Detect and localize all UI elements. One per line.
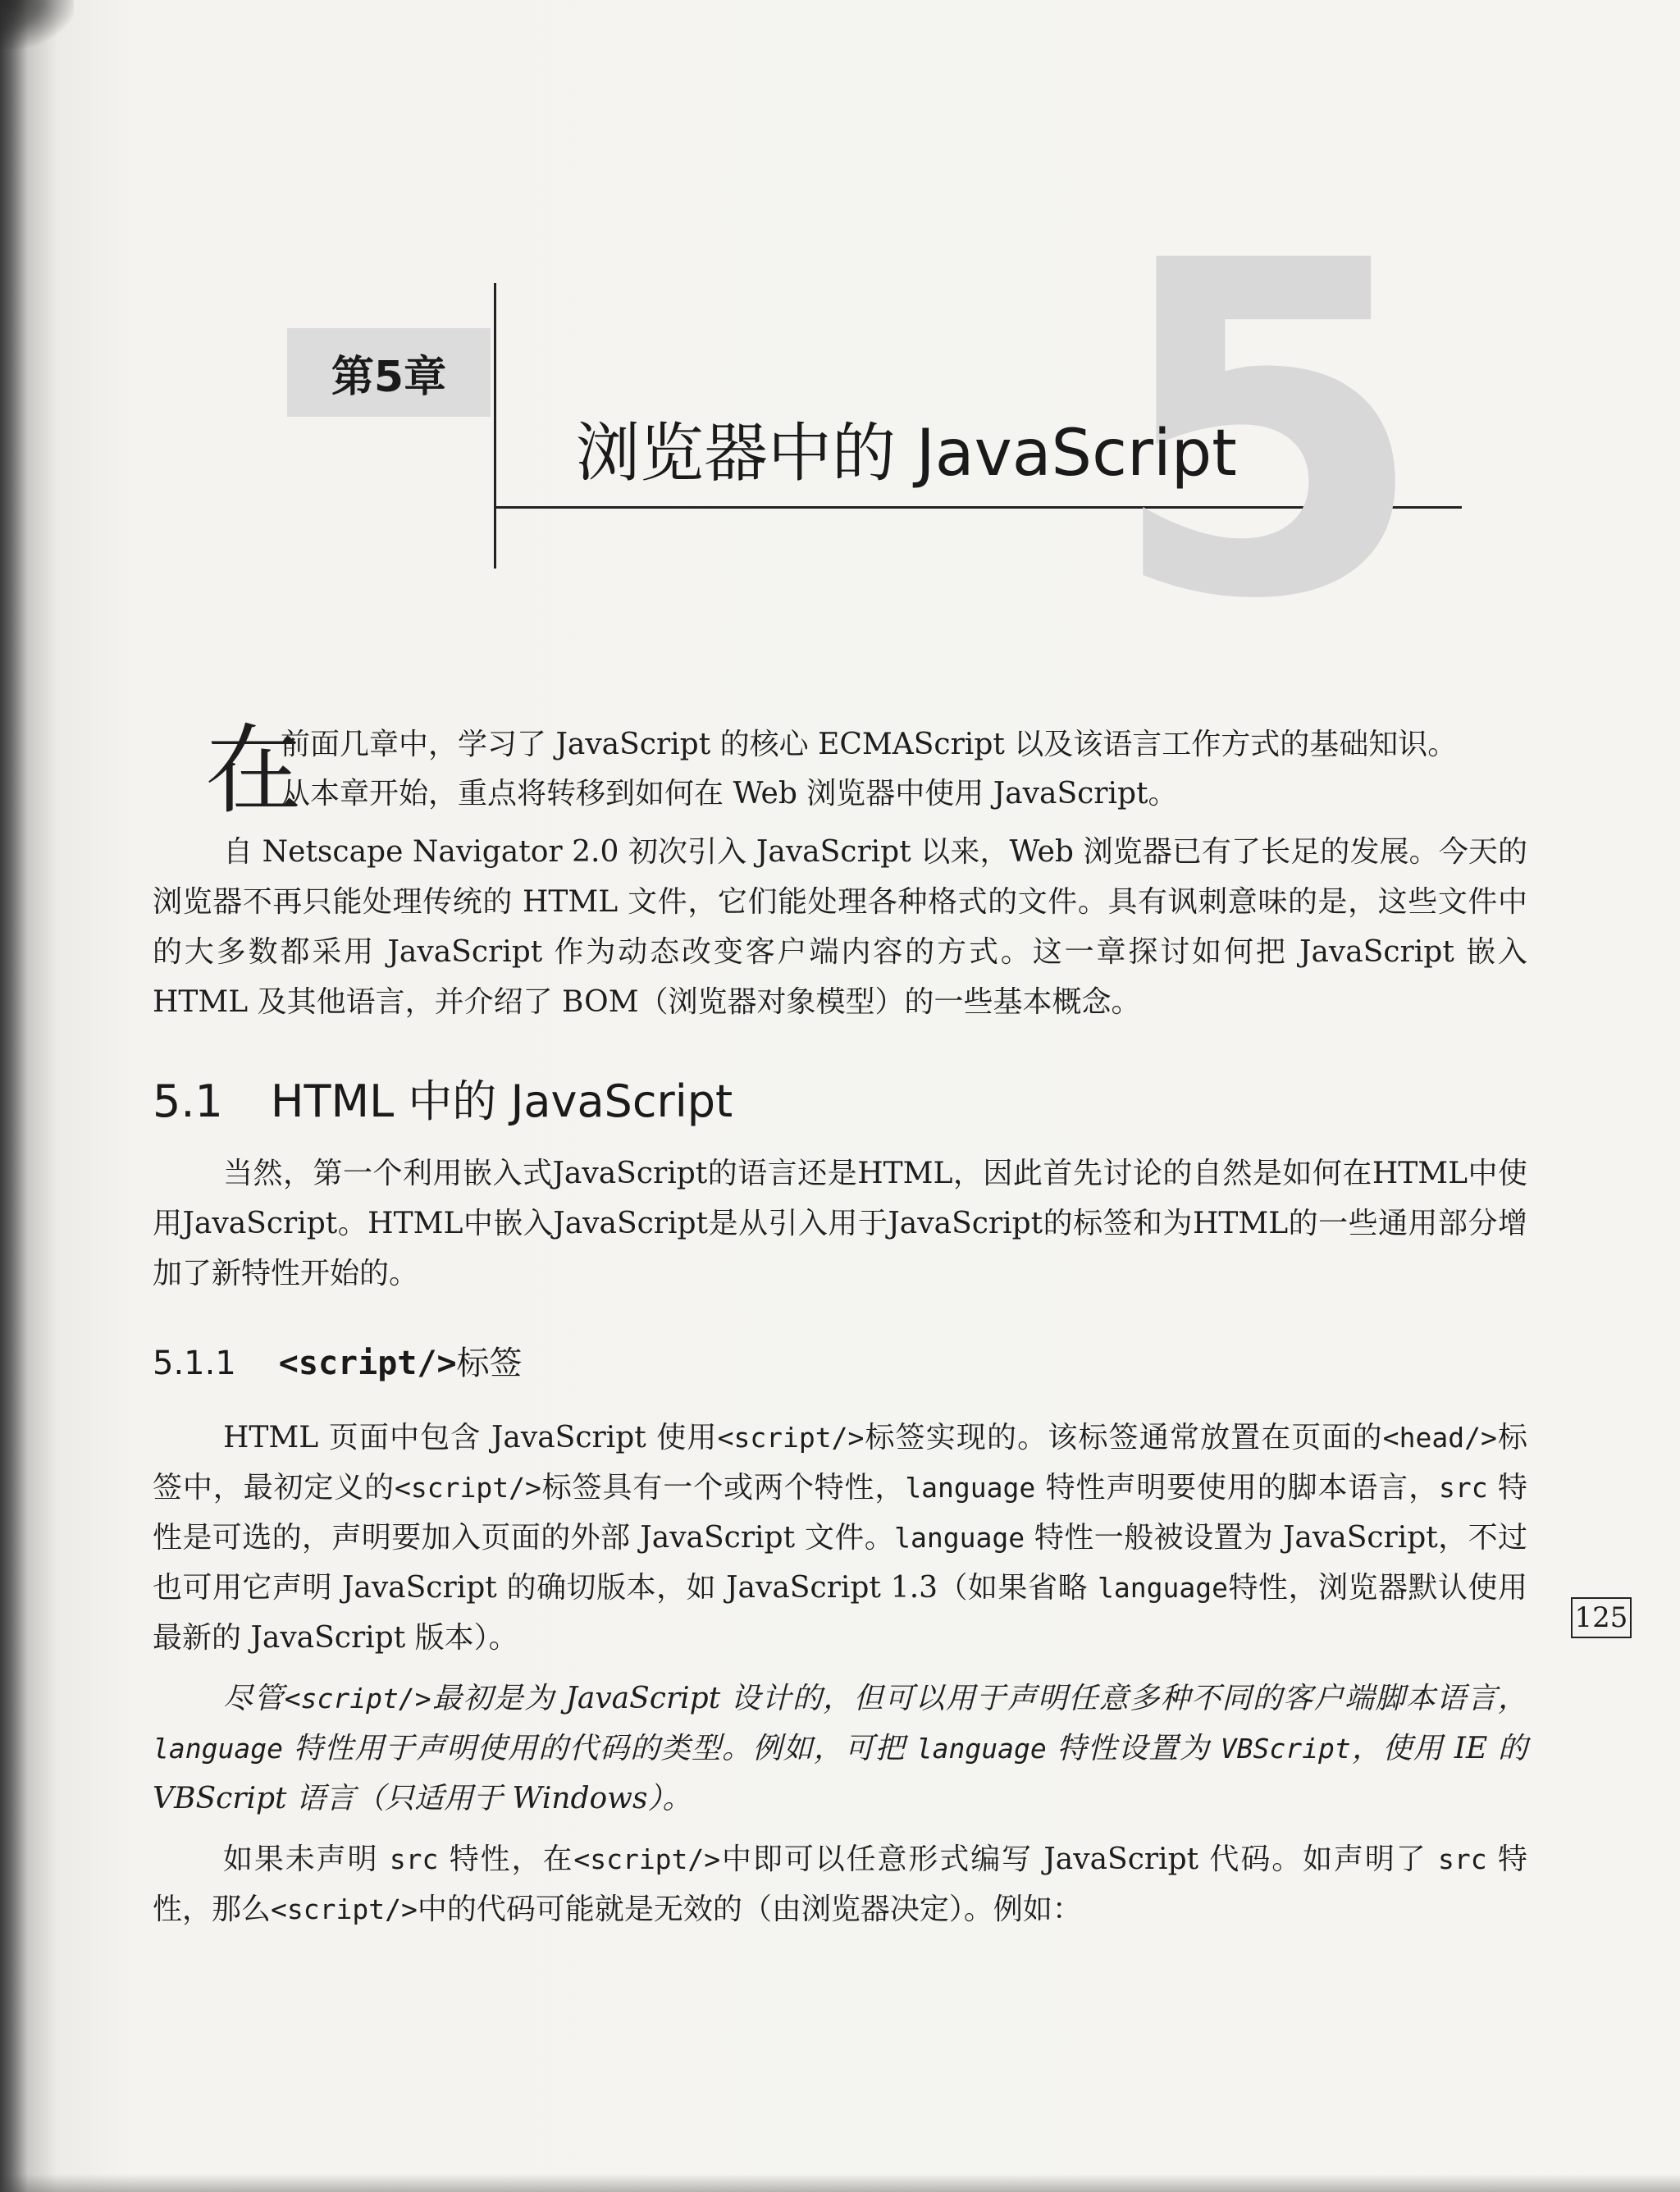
intro-line-1: 前面几章中，学习了 JavaScript 的核心 ECMAScript 以及该语言工作方式的基础知识。 bbox=[281, 728, 1458, 761]
subsection-code: <script/> bbox=[278, 1345, 457, 1382]
chapter-vertical-rule bbox=[494, 283, 496, 569]
text-run: 特性，在 bbox=[438, 1843, 574, 1876]
dropcap-letter: 在 bbox=[205, 714, 303, 827]
scan-bottom-shadow bbox=[0, 2174, 1680, 2192]
text-run: 如果未声明 bbox=[223, 1843, 390, 1876]
text-run: 特性是可选的，声明要加入页面的外部 JavaScript 文件。 bbox=[153, 1471, 1527, 1555]
text-run: 最初是为 JavaScript 设计的，但可以用于声明任意多种不同的客户端脚本语言， bbox=[431, 1682, 1527, 1715]
text-run: 特性，浏览器默认使用最新的 JavaScript 版本）。 bbox=[153, 1571, 1527, 1655]
subsection-number: 5.1.1 bbox=[153, 1345, 236, 1382]
code-run: <head/> bbox=[1382, 1422, 1497, 1454]
code-run: <script/> bbox=[395, 1472, 541, 1504]
text-run: 标签中，最初定义的 bbox=[153, 1421, 1527, 1505]
text-run: 标签具有一个或两个特性， bbox=[541, 1471, 906, 1505]
code-run: language bbox=[915, 1733, 1047, 1765]
chapter-title: 浏览器中的 JavaScript bbox=[576, 417, 1237, 491]
section-number: 5.1 bbox=[153, 1075, 223, 1127]
code-run: src bbox=[1439, 1472, 1488, 1504]
intro-line-2: 从本章开始，重点将转移到如何在 Web 浏览器中使用 JavaScript。 bbox=[281, 777, 1178, 811]
text-run: 特性一般被设置为 JavaScript，不过也可用它声明 JavaScript 的确切版本，如 JavaScript 1.3（如果省略 bbox=[153, 1521, 1527, 1605]
code-run: src bbox=[1438, 1843, 1487, 1875]
code-run: <script/> bbox=[573, 1843, 721, 1875]
intro-paragraph-2: 自 Netscape Navigator 2.0 初次引入 JavaScript 以来，Web 浏览器已有了长足的发展。今天的浏览器不再只能处理传统的 HTML 文件，它们能处理各种格式的文件。具有讽刺意味的是，这些文件中的大多数都采用 JavaScript 作为动态改变客户端内容的方式。这一章探讨如何把 JavaScript 嵌入 HTML 及其他语言，并介绍了 BOM（浏览器对象模型）的一些基本概念。 bbox=[153, 835, 1527, 1019]
text-run: 特性设置为 bbox=[1046, 1732, 1221, 1765]
src-paragraph bbox=[153, 1834, 1527, 1934]
code-run: language bbox=[894, 1522, 1025, 1554]
code-run: <script/> bbox=[271, 1893, 418, 1925]
code-run: VBScript bbox=[1220, 1733, 1351, 1765]
text-run: 中的代码可能就是无效的（由浏览器决定）。例如： bbox=[417, 1893, 1082, 1926]
chapter-number-5: 5 bbox=[1107, 165, 1427, 700]
code-run: language bbox=[153, 1733, 283, 1765]
text-run: 特性用于声明使用的代码的类型。例如，可把 bbox=[282, 1732, 916, 1765]
subsection-title: 标签 bbox=[456, 1345, 523, 1382]
text-run: HTML 页面中包含 JavaScript 使用 bbox=[223, 1421, 718, 1454]
text-run: ，使用 IE 的 VBScript 语言（只适用于 Windows）。 bbox=[153, 1732, 1528, 1815]
text-run: 特性，那么 bbox=[153, 1843, 1527, 1926]
chapter-label: 第5章 bbox=[287, 328, 491, 417]
vbscript-paragraph bbox=[153, 1674, 1527, 1824]
code-run: <script/> bbox=[717, 1422, 865, 1454]
page-number: 125 bbox=[1571, 1597, 1632, 1638]
code-run: src bbox=[389, 1843, 439, 1875]
code-run: <script/> bbox=[284, 1683, 431, 1715]
subsection-heading bbox=[153, 1337, 523, 1384]
text-run: 尽管 bbox=[223, 1682, 285, 1715]
section-paragraph: 当然，第一个利用嵌入式JavaScript的语言还是HTML，因此首先讨论的自然是如何在HTML中使用JavaScript。HTML中嵌入JavaScript是从引入用于JavaScript的标签和为HTML的一些通用部分增加了新特性开始的。 bbox=[153, 1157, 1527, 1290]
code-run: language bbox=[1098, 1572, 1228, 1604]
code-run: language bbox=[905, 1472, 1036, 1504]
scan-corner-shadow bbox=[0, 0, 74, 49]
intro-paragraph bbox=[153, 714, 1527, 827]
text-run: 标签实现的。该标签通常放置在页面的 bbox=[864, 1421, 1383, 1454]
section-title: HTML 中的 JavaScript bbox=[270, 1075, 733, 1127]
script-tag-paragraph bbox=[153, 1413, 1527, 1663]
section-heading bbox=[153, 1066, 733, 1130]
text-run: 中即可以任意形式编写 JavaScript 代码。如声明了 bbox=[720, 1843, 1439, 1876]
text-run: 特性声明要使用的脚本语言， bbox=[1035, 1471, 1440, 1505]
